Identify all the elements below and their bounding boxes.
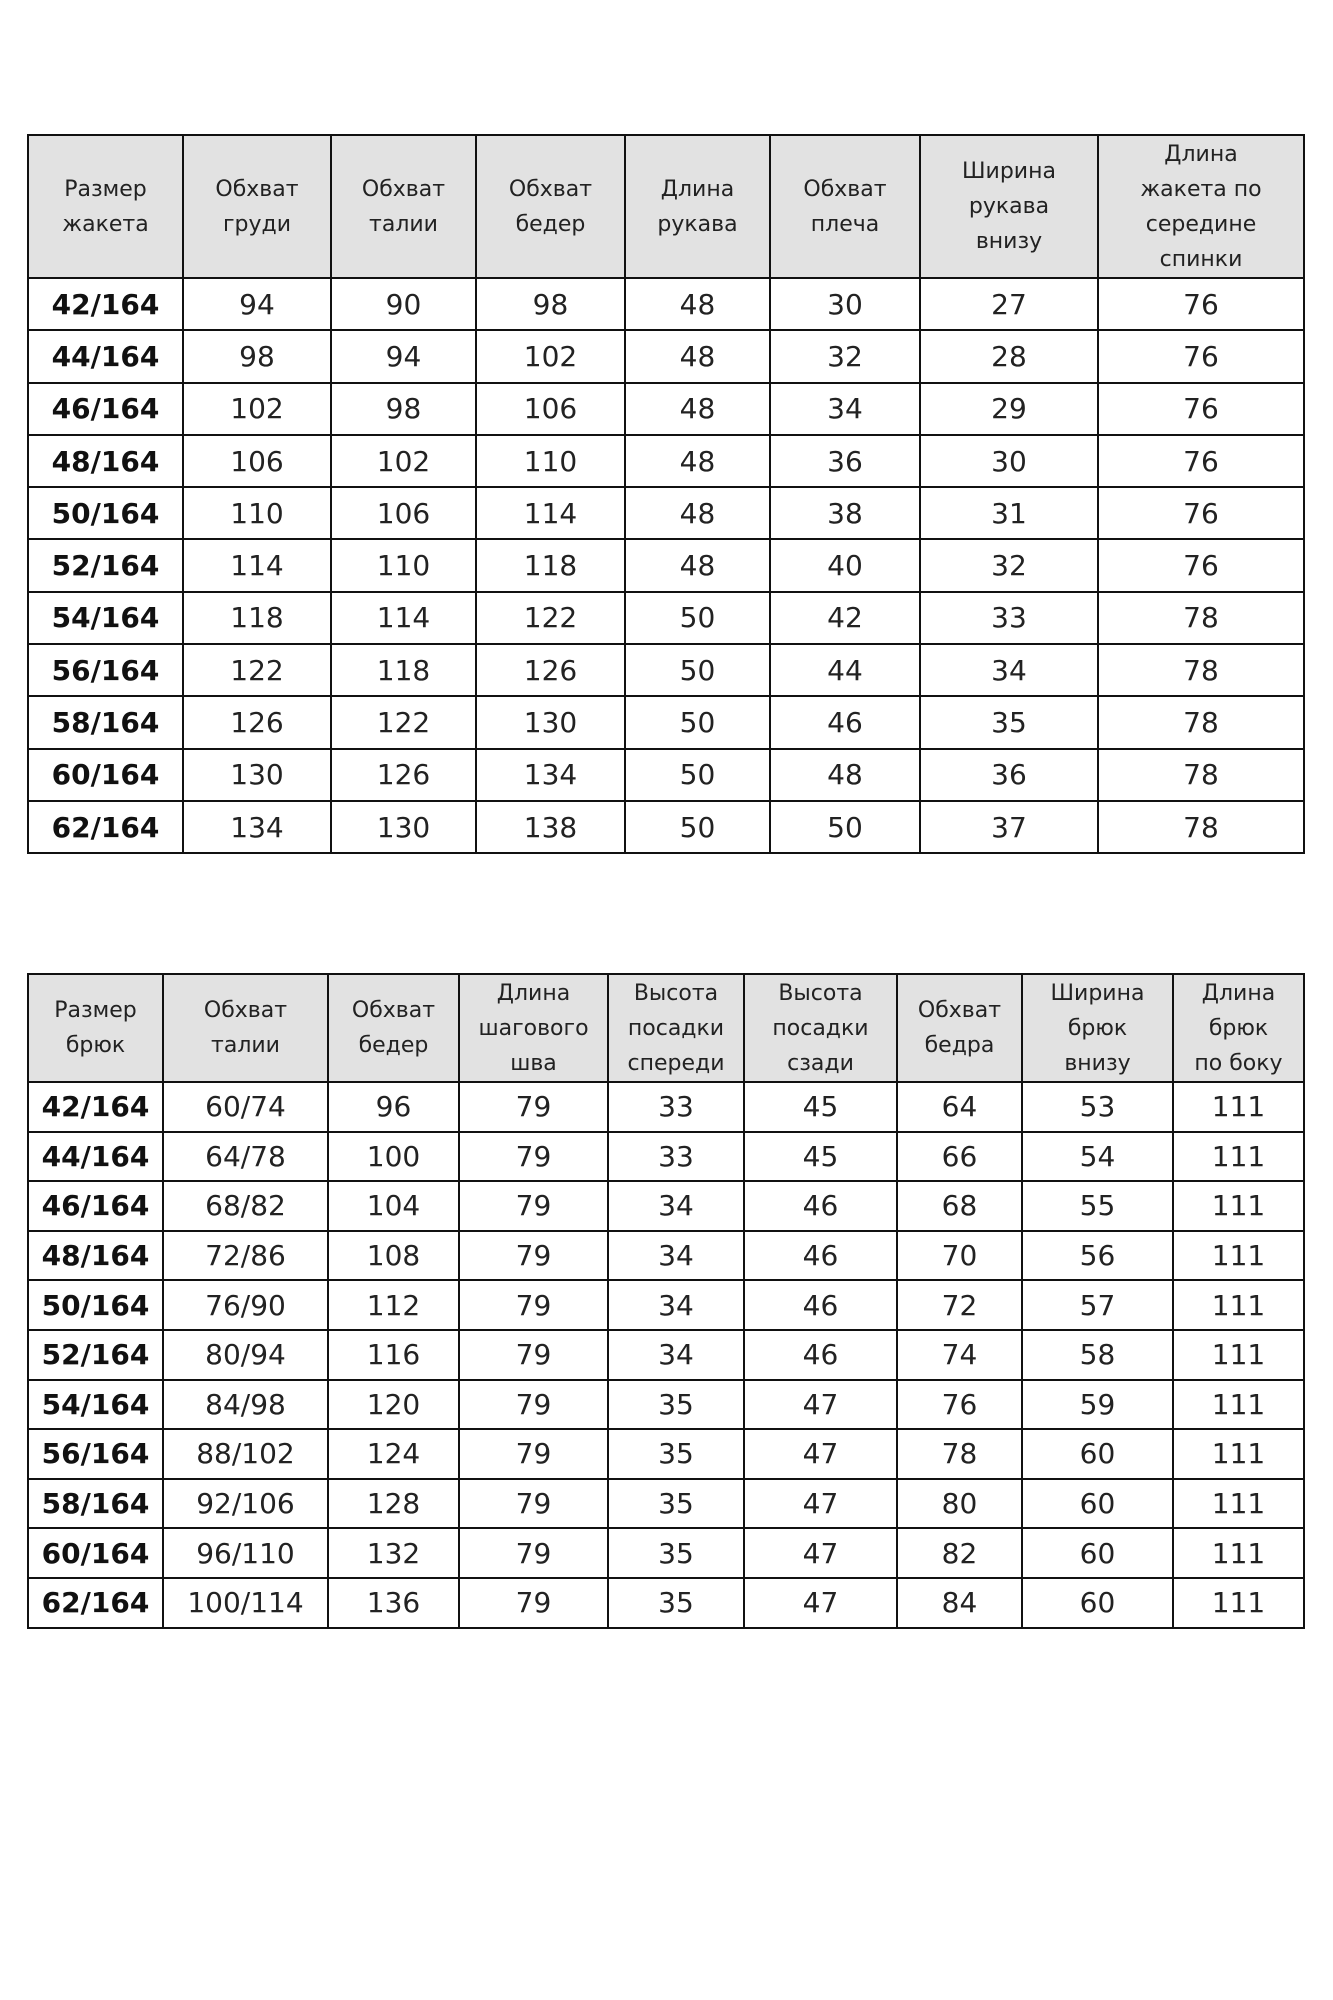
column-header-label: Высота посадки спереди xyxy=(627,980,725,1076)
table-row xyxy=(28,1429,1304,1479)
measurement-cell: 96/110 xyxy=(163,1528,328,1578)
measurement-cell: 47 xyxy=(744,1380,897,1430)
jacket-size-table xyxy=(27,134,1305,854)
column-header-label: Размер брюк xyxy=(54,998,137,1058)
measurement-cell: 110 xyxy=(331,539,476,591)
measurement-cell: 114 xyxy=(183,539,331,591)
measurement-cell: 34 xyxy=(608,1181,744,1231)
table-row xyxy=(28,1181,1304,1231)
table-row xyxy=(28,801,1304,853)
column-header xyxy=(459,974,608,1082)
measurement-cell: 128 xyxy=(328,1479,459,1529)
measurement-cell: 111 xyxy=(1173,1280,1304,1330)
measurement-cell: 76 xyxy=(1098,330,1304,382)
measurement-cell: 48 xyxy=(625,435,770,487)
column-header-label: Ширина рукава внизу xyxy=(962,159,1056,254)
measurement-cell: 45 xyxy=(744,1132,897,1182)
size-cell: 54/164 xyxy=(28,592,183,644)
measurement-cell: 66 xyxy=(897,1132,1022,1182)
column-header xyxy=(331,135,476,278)
measurement-cell: 124 xyxy=(328,1429,459,1479)
measurement-cell: 30 xyxy=(770,278,920,330)
measurement-cell: 79 xyxy=(459,1330,608,1380)
measurement-cell: 34 xyxy=(608,1280,744,1330)
measurement-cell: 35 xyxy=(608,1578,744,1628)
measurement-cell: 45 xyxy=(744,1082,897,1132)
size-cell: 52/164 xyxy=(28,539,183,591)
size-cell: 44/164 xyxy=(28,330,183,382)
size-cell: 46/164 xyxy=(28,383,183,435)
measurement-cell: 50 xyxy=(625,749,770,801)
measurement-cell: 34 xyxy=(608,1330,744,1380)
measurement-cell: 118 xyxy=(476,539,625,591)
measurement-cell: 102 xyxy=(183,383,331,435)
table-row xyxy=(28,696,1304,748)
measurement-cell: 79 xyxy=(459,1082,608,1132)
table-row xyxy=(28,1082,1304,1132)
measurement-cell: 59 xyxy=(1022,1380,1173,1430)
column-header-label: Длина рукава xyxy=(657,176,738,237)
measurement-cell: 34 xyxy=(770,383,920,435)
column-header-label: Длина шагового шва xyxy=(478,980,589,1076)
measurement-cell: 130 xyxy=(476,696,625,748)
measurement-cell: 122 xyxy=(331,696,476,748)
measurement-cell: 32 xyxy=(920,539,1098,591)
measurement-cell: 60 xyxy=(1022,1429,1173,1479)
measurement-cell: 60/74 xyxy=(163,1082,328,1132)
measurement-cell: 68/82 xyxy=(163,1181,328,1231)
measurement-cell: 92/106 xyxy=(163,1479,328,1529)
table-row xyxy=(28,1231,1304,1281)
size-cell: 56/164 xyxy=(28,1429,163,1479)
measurement-cell: 106 xyxy=(183,435,331,487)
header-row xyxy=(28,135,1304,278)
measurement-cell: 64/78 xyxy=(163,1132,328,1182)
measurement-cell: 37 xyxy=(920,801,1098,853)
trousers-size-table xyxy=(27,973,1305,1629)
measurement-cell: 80 xyxy=(897,1479,1022,1529)
size-cell: 50/164 xyxy=(28,1280,163,1330)
measurement-cell: 40 xyxy=(770,539,920,591)
measurement-cell: 53 xyxy=(1022,1082,1173,1132)
measurement-cell: 50 xyxy=(770,801,920,853)
measurement-cell: 47 xyxy=(744,1429,897,1479)
table-row xyxy=(28,592,1304,644)
table-row xyxy=(28,383,1304,435)
column-header-label: Высота посадки сзади xyxy=(772,980,869,1076)
measurement-cell: 47 xyxy=(744,1578,897,1628)
measurement-cell: 78 xyxy=(897,1429,1022,1479)
measurement-cell: 79 xyxy=(459,1429,608,1479)
measurement-cell: 72/86 xyxy=(163,1231,328,1281)
measurement-cell: 111 xyxy=(1173,1132,1304,1182)
measurement-cell: 33 xyxy=(608,1132,744,1182)
measurement-cell: 28 xyxy=(920,330,1098,382)
measurement-cell: 50 xyxy=(625,592,770,644)
size-cell: 54/164 xyxy=(28,1380,163,1430)
measurement-cell: 102 xyxy=(331,435,476,487)
measurement-cell: 138 xyxy=(476,801,625,853)
measurement-cell: 46 xyxy=(744,1181,897,1231)
size-cell: 60/164 xyxy=(28,1528,163,1578)
column-header xyxy=(770,135,920,278)
measurement-cell: 76 xyxy=(1098,539,1304,591)
measurement-cell: 35 xyxy=(608,1479,744,1529)
column-header-label: Размер жакета xyxy=(62,176,149,237)
measurement-cell: 36 xyxy=(920,749,1098,801)
measurement-cell: 54 xyxy=(1022,1132,1173,1182)
measurement-cell: 48 xyxy=(625,278,770,330)
measurement-cell: 79 xyxy=(459,1578,608,1628)
measurement-cell: 35 xyxy=(608,1380,744,1430)
measurement-cell: 134 xyxy=(183,801,331,853)
measurement-cell: 35 xyxy=(608,1429,744,1479)
table-row xyxy=(28,539,1304,591)
measurement-cell: 68 xyxy=(897,1181,1022,1231)
measurement-cell: 78 xyxy=(1098,696,1304,748)
measurement-cell: 55 xyxy=(1022,1181,1173,1231)
measurement-cell: 50 xyxy=(625,696,770,748)
column-header xyxy=(163,974,328,1082)
measurement-cell: 122 xyxy=(476,592,625,644)
measurement-cell: 111 xyxy=(1173,1330,1304,1380)
measurement-cell: 126 xyxy=(331,749,476,801)
measurement-cell: 50 xyxy=(625,644,770,696)
measurement-cell: 58 xyxy=(1022,1330,1173,1380)
measurement-cell: 70 xyxy=(897,1231,1022,1281)
measurement-cell: 48 xyxy=(625,487,770,539)
measurement-cell: 76 xyxy=(1098,487,1304,539)
trousers-table-header xyxy=(28,974,1304,1082)
measurement-cell: 114 xyxy=(331,592,476,644)
table-row xyxy=(28,1479,1304,1529)
measurement-cell: 80/94 xyxy=(163,1330,328,1380)
measurement-cell: 72 xyxy=(897,1280,1022,1330)
column-header xyxy=(608,974,744,1082)
measurement-cell: 130 xyxy=(331,801,476,853)
measurement-cell: 38 xyxy=(770,487,920,539)
measurement-cell: 118 xyxy=(331,644,476,696)
measurement-cell: 116 xyxy=(328,1330,459,1380)
measurement-cell: 47 xyxy=(744,1479,897,1529)
size-cell: 62/164 xyxy=(28,1578,163,1628)
measurement-cell: 35 xyxy=(608,1528,744,1578)
table-row xyxy=(28,435,1304,487)
measurement-cell: 120 xyxy=(328,1380,459,1430)
table-row xyxy=(28,487,1304,539)
measurement-cell: 76 xyxy=(1098,435,1304,487)
measurement-cell: 64 xyxy=(897,1082,1022,1132)
measurement-cell: 111 xyxy=(1173,1429,1304,1479)
measurement-cell: 48 xyxy=(625,383,770,435)
measurement-cell: 46 xyxy=(744,1231,897,1281)
measurement-cell: 76/90 xyxy=(163,1280,328,1330)
jacket-table-body xyxy=(28,278,1304,853)
column-header xyxy=(1173,974,1304,1082)
measurement-cell: 111 xyxy=(1173,1082,1304,1132)
measurement-cell: 110 xyxy=(183,487,331,539)
column-header xyxy=(1022,974,1173,1082)
measurement-cell: 98 xyxy=(183,330,331,382)
measurement-cell: 110 xyxy=(476,435,625,487)
measurement-cell: 90 xyxy=(331,278,476,330)
measurement-cell: 31 xyxy=(920,487,1098,539)
size-cell: 62/164 xyxy=(28,801,183,853)
measurement-cell: 32 xyxy=(770,330,920,382)
measurement-cell: 96 xyxy=(328,1082,459,1132)
measurement-cell: 76 xyxy=(1098,383,1304,435)
measurement-cell: 108 xyxy=(328,1231,459,1281)
table-row xyxy=(28,278,1304,330)
size-cell: 58/164 xyxy=(28,696,183,748)
measurement-cell: 48 xyxy=(625,539,770,591)
measurement-cell: 118 xyxy=(183,592,331,644)
column-header xyxy=(897,974,1022,1082)
measurement-cell: 111 xyxy=(1173,1231,1304,1281)
column-header xyxy=(28,974,163,1082)
header-row xyxy=(28,974,1304,1082)
column-header-label: Обхват бедер xyxy=(508,176,593,237)
measurement-cell: 57 xyxy=(1022,1280,1173,1330)
measurement-cell: 74 xyxy=(897,1330,1022,1380)
measurement-cell: 102 xyxy=(476,330,625,382)
measurement-cell: 56 xyxy=(1022,1231,1173,1281)
measurement-cell: 112 xyxy=(328,1280,459,1330)
measurement-cell: 33 xyxy=(608,1082,744,1132)
measurement-cell: 98 xyxy=(476,278,625,330)
measurement-cell: 46 xyxy=(744,1280,897,1330)
measurement-cell: 94 xyxy=(183,278,331,330)
measurement-cell: 130 xyxy=(183,749,331,801)
measurement-cell: 111 xyxy=(1173,1380,1304,1430)
measurement-cell: 44 xyxy=(770,644,920,696)
measurement-cell: 79 xyxy=(459,1231,608,1281)
measurement-cell: 84/98 xyxy=(163,1380,328,1430)
size-cell: 50/164 xyxy=(28,487,183,539)
measurement-cell: 106 xyxy=(331,487,476,539)
measurement-cell: 34 xyxy=(608,1231,744,1281)
measurement-cell: 111 xyxy=(1173,1578,1304,1628)
measurement-cell: 114 xyxy=(476,487,625,539)
table-row xyxy=(28,644,1304,696)
measurement-cell: 78 xyxy=(1098,592,1304,644)
measurement-cell: 46 xyxy=(744,1330,897,1380)
measurement-cell: 29 xyxy=(920,383,1098,435)
measurement-cell: 34 xyxy=(920,644,1098,696)
table-row xyxy=(28,330,1304,382)
column-header xyxy=(476,135,625,278)
measurement-cell: 88/102 xyxy=(163,1429,328,1479)
column-header xyxy=(744,974,897,1082)
trousers-table-body xyxy=(28,1082,1304,1628)
measurement-cell: 111 xyxy=(1173,1528,1304,1578)
measurement-cell: 111 xyxy=(1173,1479,1304,1529)
measurement-cell: 106 xyxy=(476,383,625,435)
measurement-cell: 46 xyxy=(770,696,920,748)
measurement-cell: 78 xyxy=(1098,801,1304,853)
measurement-cell: 100 xyxy=(328,1132,459,1182)
measurement-cell: 35 xyxy=(920,696,1098,748)
measurement-cell: 132 xyxy=(328,1528,459,1578)
table-row xyxy=(28,1380,1304,1430)
measurement-cell: 60 xyxy=(1022,1578,1173,1628)
column-header xyxy=(1098,135,1304,278)
measurement-cell: 98 xyxy=(331,383,476,435)
size-cell: 42/164 xyxy=(28,278,183,330)
measurement-cell: 47 xyxy=(744,1528,897,1578)
measurement-cell: 60 xyxy=(1022,1479,1173,1529)
table-row xyxy=(28,1528,1304,1578)
measurement-cell: 78 xyxy=(1098,749,1304,801)
table-row xyxy=(28,1578,1304,1628)
column-header-label: Обхват бедер xyxy=(351,998,436,1058)
size-cell: 52/164 xyxy=(28,1330,163,1380)
measurement-cell: 76 xyxy=(1098,278,1304,330)
size-cell: 46/164 xyxy=(28,1181,163,1231)
measurement-cell: 79 xyxy=(459,1479,608,1529)
column-header-label: Длина брюк по боку xyxy=(1194,980,1283,1076)
size-cell: 42/164 xyxy=(28,1082,163,1132)
measurement-cell: 60 xyxy=(1022,1528,1173,1578)
measurement-cell: 48 xyxy=(625,330,770,382)
measurement-cell: 48 xyxy=(770,749,920,801)
size-cell: 48/164 xyxy=(28,435,183,487)
size-cell: 60/164 xyxy=(28,749,183,801)
column-header xyxy=(328,974,459,1082)
measurement-cell: 111 xyxy=(1173,1181,1304,1231)
column-header-label: Длина жакета по середине спинки xyxy=(1140,141,1262,272)
measurement-cell: 82 xyxy=(897,1528,1022,1578)
measurement-cell: 79 xyxy=(459,1380,608,1430)
column-header xyxy=(920,135,1098,278)
column-header xyxy=(625,135,770,278)
measurement-cell: 79 xyxy=(459,1280,608,1330)
measurement-cell: 42 xyxy=(770,592,920,644)
table-row xyxy=(28,1132,1304,1182)
measurement-cell: 104 xyxy=(328,1181,459,1231)
measurement-cell: 76 xyxy=(897,1380,1022,1430)
column-header-label: Обхват бедра xyxy=(917,998,1002,1058)
measurement-cell: 33 xyxy=(920,592,1098,644)
measurement-cell: 78 xyxy=(1098,644,1304,696)
measurement-cell: 50 xyxy=(625,801,770,853)
measurement-cell: 134 xyxy=(476,749,625,801)
column-header-label: Обхват груди xyxy=(215,176,299,237)
measurement-cell: 30 xyxy=(920,435,1098,487)
measurement-cell: 100/114 xyxy=(163,1578,328,1628)
measurement-cell: 136 xyxy=(328,1578,459,1628)
measurement-cell: 79 xyxy=(459,1528,608,1578)
size-cell: 48/164 xyxy=(28,1231,163,1281)
measurement-cell: 79 xyxy=(459,1181,608,1231)
size-cell: 56/164 xyxy=(28,644,183,696)
column-header-label: Обхват талии xyxy=(361,176,446,237)
measurement-cell: 126 xyxy=(183,696,331,748)
measurement-cell: 36 xyxy=(770,435,920,487)
measurement-cell: 27 xyxy=(920,278,1098,330)
jacket-table-header xyxy=(28,135,1304,278)
measurement-cell: 94 xyxy=(331,330,476,382)
table-row xyxy=(28,1280,1304,1330)
measurement-cell: 79 xyxy=(459,1132,608,1182)
table-row xyxy=(28,1330,1304,1380)
measurement-cell: 122 xyxy=(183,644,331,696)
column-header-label: Ширина брюк внизу xyxy=(1050,980,1145,1076)
column-header xyxy=(28,135,183,278)
column-header xyxy=(183,135,331,278)
size-cell: 58/164 xyxy=(28,1479,163,1529)
column-header-label: Обхват плеча xyxy=(803,176,887,237)
measurement-cell: 84 xyxy=(897,1578,1022,1628)
measurement-cell: 126 xyxy=(476,644,625,696)
column-header-label: Обхват талии xyxy=(203,998,288,1058)
table-row xyxy=(28,749,1304,801)
size-cell: 44/164 xyxy=(28,1132,163,1182)
